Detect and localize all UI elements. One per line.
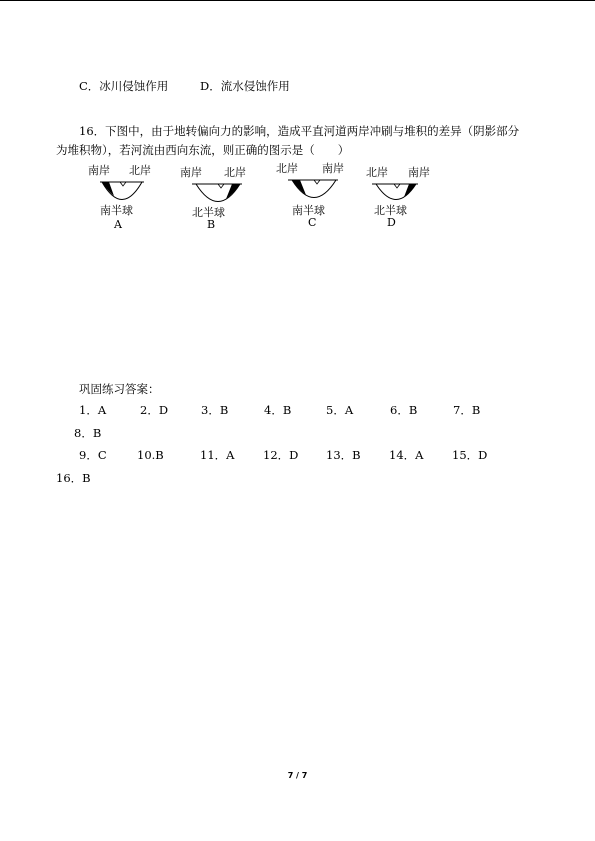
answer-item: 14．A bbox=[389, 448, 424, 462]
answer-item: 7．B bbox=[453, 403, 481, 417]
diagram-a-option: A bbox=[114, 218, 122, 231]
answers-title: 巩固练习答案： bbox=[79, 382, 160, 396]
answer-item: 4．B bbox=[264, 403, 292, 417]
answer-item: 3．B bbox=[201, 403, 229, 417]
answer-item: 12．D bbox=[263, 448, 299, 462]
river-cross-section-b bbox=[186, 179, 248, 207]
diagram-c-right-bank: 南岸 bbox=[322, 162, 344, 175]
diagram-a-left-bank: 南岸 bbox=[88, 164, 110, 177]
diagram-a-right-bank: 北岸 bbox=[129, 164, 151, 177]
answer-item: 8．B bbox=[74, 426, 102, 440]
diagram-c-option: C bbox=[308, 216, 317, 229]
river-cross-section-d bbox=[368, 179, 424, 205]
river-cross-section-c bbox=[282, 175, 344, 203]
option-c: C．冰川侵蚀作用 bbox=[79, 79, 169, 93]
diagram-c-hemisphere: 南半球 bbox=[292, 204, 325, 217]
option-d: D．流水侵蚀作用 bbox=[200, 79, 290, 93]
page-top-border bbox=[0, 0, 595, 1]
diagram-d-hemisphere: 北半球 bbox=[374, 204, 407, 217]
answer-item: 15．D bbox=[452, 448, 488, 462]
diagram-a-hemisphere: 南半球 bbox=[100, 204, 133, 217]
answer-item: 6．B bbox=[390, 403, 418, 417]
diagram-d-right-bank: 南岸 bbox=[408, 166, 430, 179]
answer-item: 11．A bbox=[200, 448, 235, 462]
answer-item: 2．D bbox=[140, 403, 169, 417]
answer-item: 16．B bbox=[56, 471, 91, 485]
answer-item: 5．A bbox=[326, 403, 354, 417]
page-number: 7 / 7 bbox=[287, 771, 308, 780]
question-16-line2: 为堆积物），若河流由西向东流，则正确的图示是（ ） bbox=[56, 143, 350, 157]
diagram-d-option: D bbox=[387, 216, 396, 229]
diagram-c-left-bank: 北岸 bbox=[276, 162, 298, 175]
diagram-b-option: B bbox=[207, 218, 216, 231]
diagram-b-hemisphere: 北半球 bbox=[192, 206, 225, 219]
diagram-b-left-bank: 南岸 bbox=[180, 166, 202, 179]
river-cross-section-a bbox=[92, 177, 152, 205]
answer-item: 9．C bbox=[79, 448, 107, 462]
answer-item: 10.B bbox=[137, 448, 164, 462]
diagram-d-left-bank: 北岸 bbox=[366, 166, 388, 179]
answer-item: 1．A bbox=[79, 403, 107, 417]
question-16-line1: 16．下图中，由于地转偏向力的影响，造成平直河道两岸冲刷与堆积的差异（阴影部分 bbox=[79, 124, 520, 138]
answer-item: 13．B bbox=[326, 448, 361, 462]
diagram-b-right-bank: 北岸 bbox=[224, 166, 246, 179]
